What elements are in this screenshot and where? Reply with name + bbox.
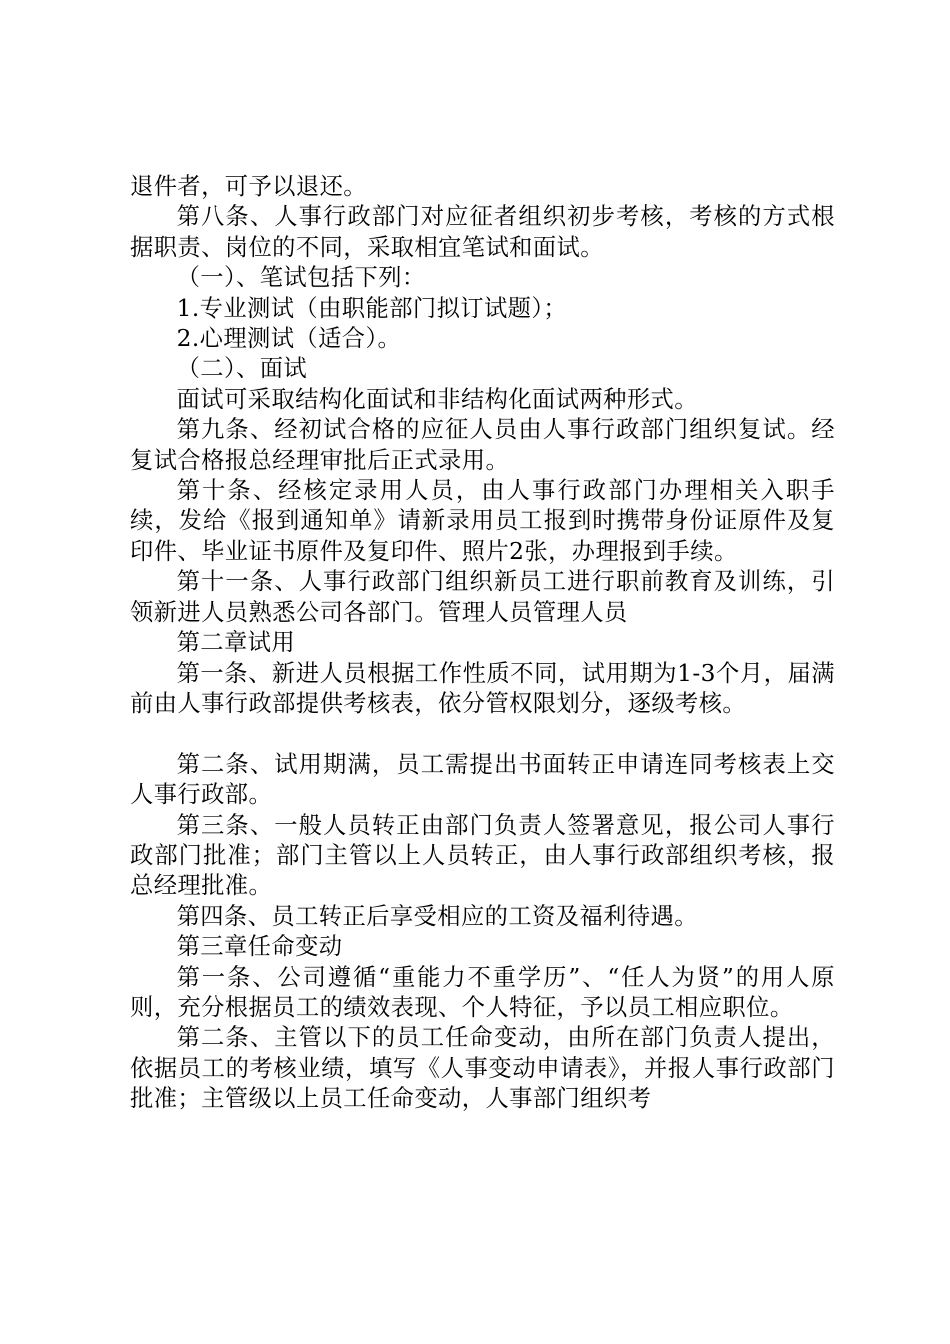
paragraph-ch2-article-2: 第二条、试用期满，员工需提出书面转正申请连同考核表上交人事行政部。	[130, 750, 835, 809]
paragraph-article-10: 第十条、经核定录用人员，由人事行政部门办理相关入职手续，发给《报到通知单》请新录用员工报到时携带身份证原件及复印件、毕业证书原件及复印件、照片2张，办理报到手续。	[130, 477, 835, 565]
paragraph-interview-heading: （二）、面试	[176, 355, 308, 383]
paragraph-article-11: 第十一条、人事行政部门组织新员工进行职前教育及训练，引领新进人员熟悉公司各部门。管理人员管理人员	[130, 568, 835, 626]
paragraph-article-8: 第八条、人事行政部门对应征者组织初步考核，考核的方式根据职责、岗位的不同，采取相宜笔试和面试。	[130, 203, 835, 261]
chapter-3-heading: 第三章任命变动	[176, 933, 343, 961]
chapter-2-heading: 第二章试用	[176, 629, 296, 657]
document-body	[130, 172, 835, 1115]
paragraph-interview-forms: 面试可采取结构化面试和非结构化面试两种形式。	[176, 385, 698, 413]
paragraph-article-9: 第九条、经初试合格的应征人员由人事行政部门组织复试。经复试合格报总经理审批后正式录用。	[130, 416, 835, 474]
paragraph-ch2-article-1: 第一条、新进人员根据工作性质不同，试用期为1-3个月，届满前由人事行政部提供考核表，依分管权限划分，逐级考核。	[130, 659, 835, 717]
paragraph-ch3-article-1: 第一条、公司遵循“重能力不重学历”、“任人为贤”的用人原则，充分根据员工的绩效表现、个人特征，予以员工相应职位。	[130, 963, 835, 1021]
paragraph-written-test-heading: （一）、笔试包括下列：	[176, 264, 426, 292]
paragraph-ch3-article-2: 第二条、主管以下的员工任命变动，由所在部门负责人提出，依据员工的考核业绩，填写《人事变动申请表》，并报人事行政部门批准；主管级以上员工任命变动，人事部门组织考	[130, 1024, 835, 1113]
paragraph-psychological-test: 2.心理测试（适合）。	[176, 325, 402, 353]
paragraph-professional-test: 1.专业测试（由职能部门拟订试题）；	[176, 294, 568, 322]
paragraph-return-documents: 退件者，可予以退还。	[130, 173, 367, 200]
paragraph-ch2-article-3: 第三条、一般人员转正由部门负责人签署意见，报公司人事行政部门批准；部门主管以上人员转正，由人事行政部组织考核，报总经理批准。	[130, 811, 835, 900]
paragraph-ch2-article-4: 第四条、员工转正后享受相应的工资及福利待遇。	[176, 902, 698, 930]
